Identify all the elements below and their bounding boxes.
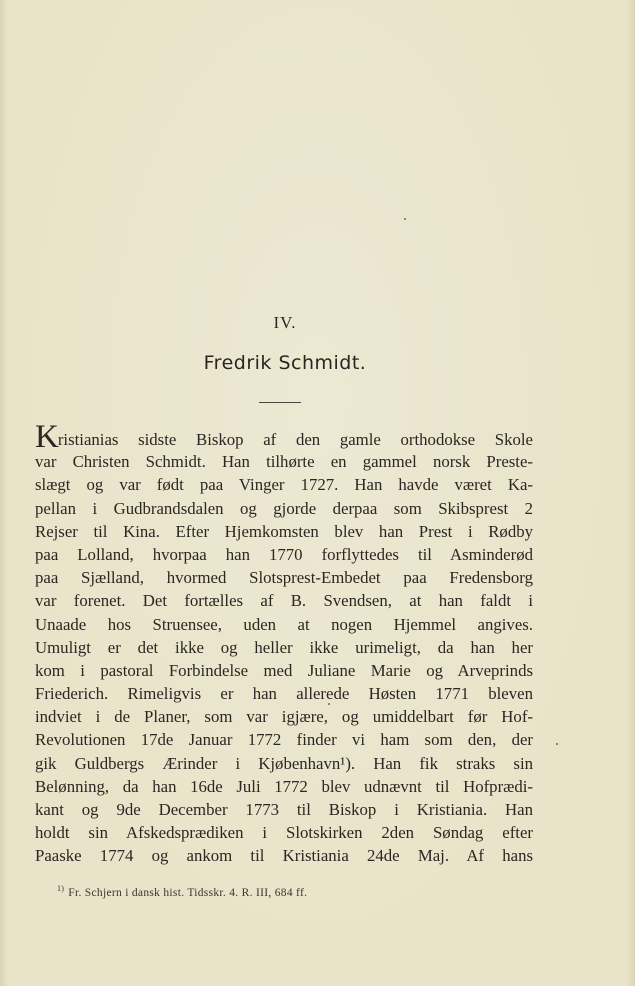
text-line: Revolutionen 17de Januar 1772 finder vi ham som den, der: [35, 730, 533, 750]
text-line: Paaske 1774 og ankom til Kristiania 24de Maj. Af hans: [35, 846, 533, 866]
chapter-number: IV.: [273, 313, 297, 332]
paper-speck: [328, 703, 330, 705]
text-line: kant og 9de December 1773 til Biskop i Kristiania. Han: [35, 800, 533, 819]
footnote: [57, 884, 307, 899]
text-line: Unaade hos Struensee, uden at nogen Hjemmel angives.: [35, 614, 533, 634]
text-line: holdt sin Afskedsprædiken i Slotskirken 2den Søndag efter: [35, 823, 533, 843]
text-line: pellan i Gudbrandsdalen og gjorde derpaa som Skibsprest 2: [35, 498, 533, 518]
text-line: paa Sjælland, hvormed Slotsprest-Embedet paa Fredensborg: [35, 568, 533, 588]
text-line: var forenet. Det fortælles af B. Svendsen, at han faldt i: [35, 591, 533, 611]
text-line: Kristianias sidste Biskop af den gamle orthodokse Skole: [35, 419, 533, 455]
text-line: slægt og var født paa Vinger 1727. Han havde været Ka-: [35, 475, 533, 495]
text-line: Belønning, da han 16de Juli 1772 blev udnævnt til Hofprædi-: [35, 776, 533, 796]
text-line: Umuligt er det ikke og heller ikke urimeligt, da han her: [35, 637, 533, 657]
footnote-text: Fr. Schjern i dansk hist. Tidsskr. 4. R. III, 684 ff.: [68, 886, 308, 899]
drop-cap: K: [35, 419, 59, 455]
text-line: gik Guldbergs Ærinder i Kjøbenhavn¹). Han fik straks sin: [35, 753, 533, 773]
chapter-title: Fredrik Schmidt.: [203, 352, 367, 374]
text-line: Friederich. Rimeligvis er han allerede Høsten 1771 bleven: [35, 684, 533, 704]
text-line: indviet i de Planer, som var igjære, og umiddelbart før Hof-: [35, 707, 533, 727]
body-paragraph: [35, 419, 533, 868]
text-line: var Christen Schmidt. Han tilhørte en gammel norsk Preste-: [35, 452, 533, 472]
text-line: Rejser til Kina. Efter Hjemkomsten blev han Prest i Rødby: [35, 521, 533, 541]
footnote-marker: 1): [57, 884, 65, 893]
paper-speck: [404, 218, 406, 220]
text-line: kom i pastoral Forbindelse med Juliane Marie og Arveprinds: [35, 660, 533, 680]
title-divider: [259, 402, 301, 403]
text-line: paa Lolland, hvorpaa han 1770 forflyttedes til Asminderød: [35, 544, 533, 564]
paper-speck: [556, 743, 558, 745]
